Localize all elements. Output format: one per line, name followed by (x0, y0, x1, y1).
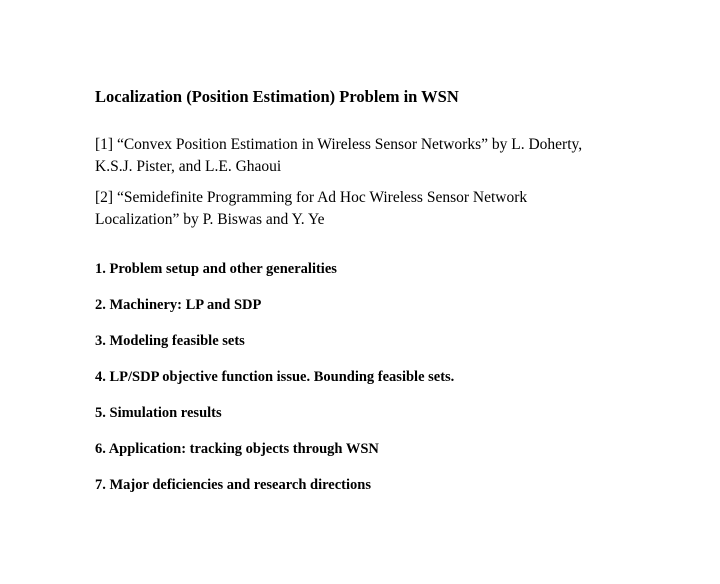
outline-item-3: 3. Modeling feasible sets (95, 333, 245, 349)
reference-1: [1] “Convex Position Estimation in Wireless Sensor Networks” by L. Doherty, K.S.J. Pister, and L.E. Ghaoui (95, 136, 583, 175)
outline-item-6: 6. Application: tracking objects through WSN (95, 441, 379, 457)
outline-item-1: 1. Problem setup and other generalities (95, 261, 337, 277)
document-title: Localization (Position Estimation) Problem in WSN (95, 87, 459, 106)
outline-item-5: 5. Simulation results (95, 405, 222, 421)
outline-item-2: 2. Machinery: LP and SDP (95, 297, 262, 313)
reference-2: [2] “Semidefinite Programming for Ad Hoc Wireless Sensor Network Localization” by P. Biswas and Y. Ye (95, 189, 528, 228)
outline-item-4: 4. LP/SDP objective function issue. Bounding feasible sets. (95, 369, 455, 385)
outline-item-7: 7. Major deficiencies and research directions (95, 477, 371, 493)
